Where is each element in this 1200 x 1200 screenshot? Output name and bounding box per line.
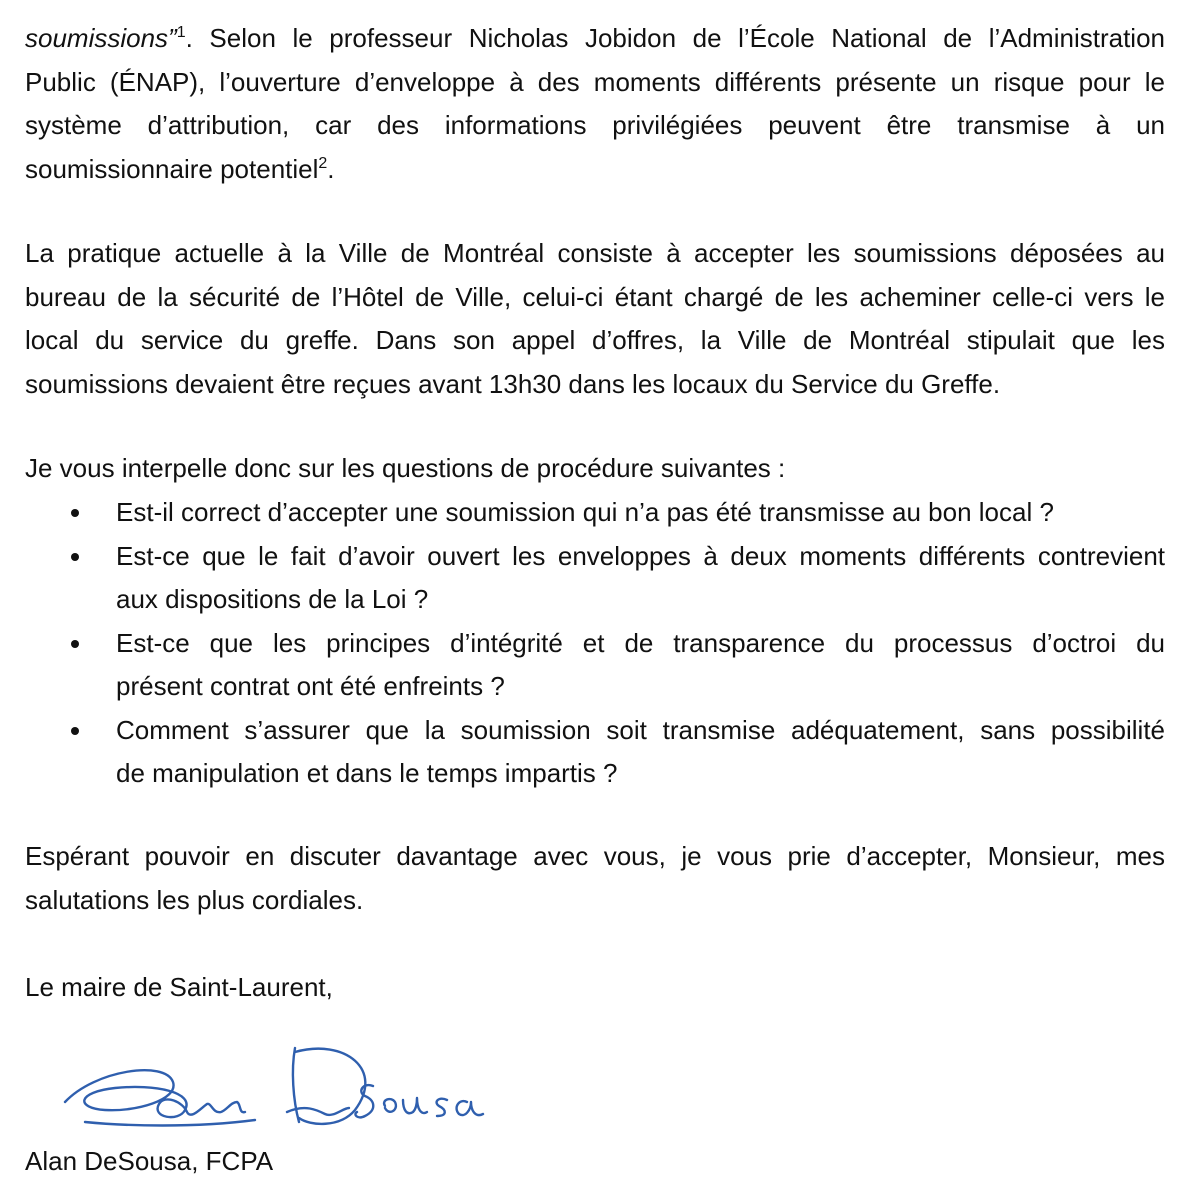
p2-line-1: La pratique actuelle à la Ville de Montréal consiste à accepter les soumissions déposées au (25, 238, 1165, 268)
bullet-icon (71, 727, 79, 735)
question-item: Est-ce que le fait d’avoir ouvert les enveloppes à deux moments différents contrevient aux dispositions de la Loi ? (25, 535, 1165, 622)
question-item: Est-il correct d’accepter une soumission qui n’a pas été transmisse au bon local ? (25, 491, 1165, 535)
paragraph-closing-wish (25, 835, 1165, 922)
p2-line-3: local du service du greffe. Dans son appel d’offres, la Ville de Montréal stipulait que les (25, 325, 1165, 355)
p1-line-1: soumissions”$^1$. Selon le professeur Nicholas Jobidon de l’École National de l’Administration (25, 23, 1165, 53)
question-item: Est-ce que les principes d’intégrité et de transparence du processus d’octroi du présent contrat ont été enfreints ? (25, 622, 1165, 709)
p4-line-2: salutations les plus cordiales. (25, 884, 364, 915)
handwritten-signature (55, 1030, 495, 1140)
bullet-icon (71, 640, 79, 648)
p1-line-4: soumissionnaire potentiel$^2$. (25, 153, 335, 184)
questions-list (25, 491, 1165, 796)
p2-line-4: soumissions devaient être reçues avant 13h30 dans les locaux du Service du Greffe. (25, 368, 1001, 399)
signatory-name: Alan DeSousa, FCPA (25, 1146, 274, 1176)
footnote-ref-1: 1 (176, 24, 186, 41)
closing-title: Le maire de Saint-Laurent, (25, 972, 333, 1002)
p2-line-2: bureau de la sécurité de l’Hôtel de Ville, celui-ci étant chargé de les acheminer celle-ci vers le (25, 281, 1165, 312)
p4-line-1: Espérant pouvoir en discuter davantage avec vous, je vous prie d’accepter, Monsieur, mes (25, 841, 1165, 871)
footnote-ref-2: 2 (318, 154, 328, 172)
paragraph-current-practice (25, 232, 1165, 406)
letter-page (25, 0, 1165, 1200)
question-item: Comment s’assurer que la soumission soit transmise adéquatement, sans possibilité de manipulation et dans le temps impartis ? (25, 709, 1165, 796)
p1-line-2: Public (ÉNAP), l’ouverture d’enveloppe à des moments différents présente un risque pour le (25, 66, 1165, 97)
paragraph-enap-risk (25, 17, 1165, 191)
p1-line-3: système d’attribution, car des informations privilégiées peuvent être transmise à un (25, 110, 1165, 140)
paragraph-questions-intro: Je vous interpelle donc sur les questions de procédure suivantes : (25, 453, 786, 483)
bullet-icon (71, 509, 79, 517)
bullet-icon (71, 553, 79, 561)
